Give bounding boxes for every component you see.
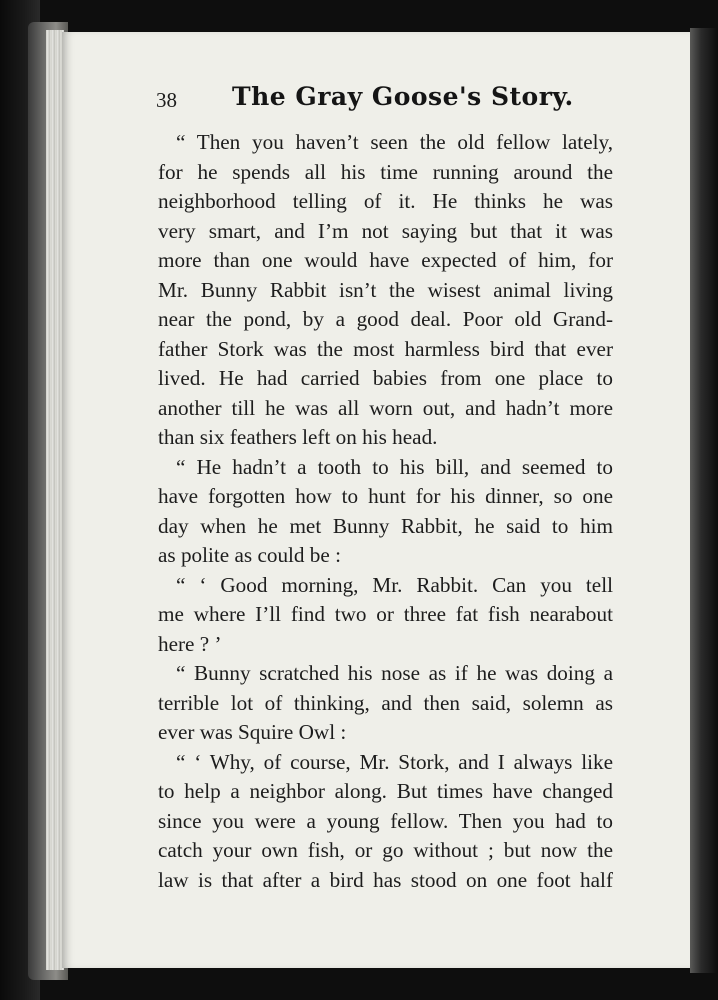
text-line: another till he was all worn out, and hadn’t more <box>158 395 613 420</box>
text-line: as polite as could be : <box>158 543 341 567</box>
text-line: father Stork was the most harmless bird that ever <box>158 336 613 361</box>
text-line: “ Bunny scratched his nose as if he was doing a <box>176 661 613 685</box>
text-line: “ He hadn’t a tooth to his bill, and seemed to <box>176 454 613 479</box>
scanner-background-right <box>690 28 718 973</box>
text-line: me where I’ll find two or three fat fish nearabout <box>158 602 613 626</box>
page-number: 38 <box>156 88 177 112</box>
text-line: lived. He had carried babies from one place to <box>158 366 613 390</box>
page-header <box>156 82 616 122</box>
text-line: since you were a young fellow. Then you had to <box>158 808 613 833</box>
text-line: near the pond, by a good deal. Poor old Grand- <box>158 307 613 331</box>
running-title: The Gray Goose's Story. <box>232 82 574 111</box>
text-line: very smart, and I’m not saying but that it was <box>158 218 613 243</box>
text-line: Mr. Bunny Rabbit isn’t the wisest animal living <box>158 277 613 302</box>
text-line: here ? ’ <box>158 631 222 656</box>
text-line: more than one would have expected of him, for <box>158 248 613 272</box>
text-line: day when he met Bunny Rabbit, he said to him <box>158 513 613 538</box>
page-body-text <box>158 128 613 895</box>
text-line: neighborhood telling of it. He thinks he was <box>158 189 613 213</box>
text-line: law is that after a bird has stood on one foot half <box>158 867 613 892</box>
text-line: ever was Squire Owl : <box>158 720 347 744</box>
text-line: have forgotten how to hunt for his dinner, so one <box>158 484 613 508</box>
text-line: for he spends all his time running around the <box>158 159 613 184</box>
text-line: terrible lot of thinking, and then said, solemn as <box>158 690 613 715</box>
text-line: than six feathers left on his head. <box>158 425 438 449</box>
text-line: “ ‘ Good morning, Mr. Rabbit. Can you tell <box>176 572 613 597</box>
text-line: “ Then you haven’t seen the old fellow lately, <box>176 130 613 154</box>
text-line: to help a neighbor along. But times have changed <box>158 779 613 803</box>
text-line: catch your own fish, or go without ; but now the <box>158 838 613 862</box>
text-line: “ ‘ Why, of course, Mr. Stork, and I always like <box>176 749 613 774</box>
